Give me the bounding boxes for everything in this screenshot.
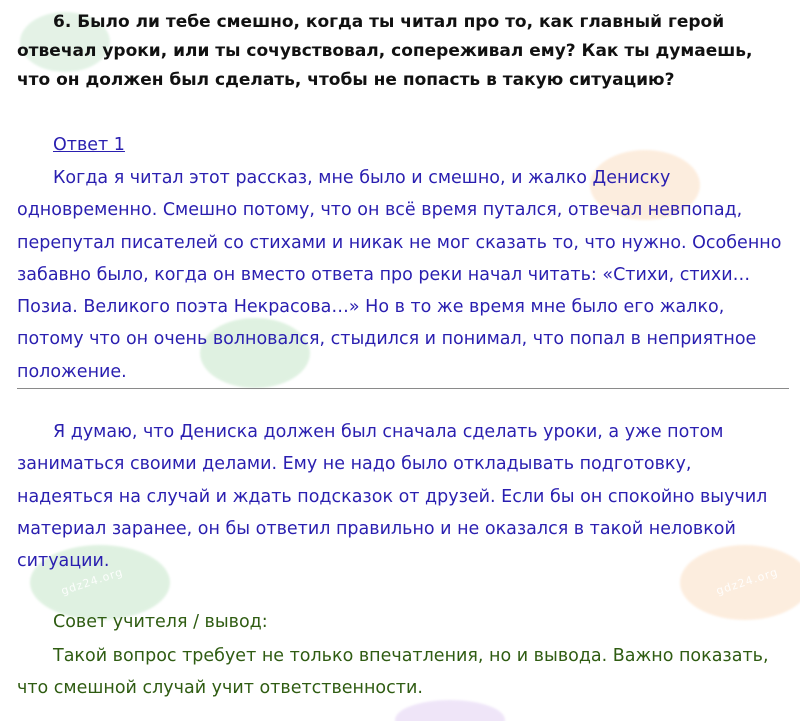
question-text: 6. Было ли тебе смешно, когда ты читал про то, как главный герой отвечал уроки, или ты сочувствовал, сопереживал ему? Как ты думаешь, что он должен был сделать, чтобы не попасть в такую ситуацию? — [17, 12, 753, 90]
watermark-text: gdz24.org — [59, 565, 125, 598]
divider-line — [17, 388, 789, 389]
answer-title: Ответ 1 — [53, 135, 125, 155]
answer-paragraph-2: Я думаю, что Дениска должен был сначала сделать уроки, а уже потом заниматься своими делами. Ему не надо было откладывать подготовку, надеяться на случай и ждать подсказок от друзей. Если бы он спокойно выучил материал заранее, он бы ответил правильно и не оказался в такой неловкой ситуации. — [17, 422, 768, 572]
teacher-advice-title: Совет учителя / вывод: — [53, 612, 268, 632]
teacher-advice-text: Такой вопрос требует не только впечатления, но и вывода. Важно показать, что смешной случай учит ответственности. — [17, 646, 769, 698]
watermark-text: gdz24.org — [714, 565, 780, 598]
answer-paragraph-1: Когда я читал этот рассказ, мне было и смешно, и жалко Дениску одновременно. Смешно потому, что он всё время путался, отвечал невпопад, перепутал писателей со стихами и никак не мог сказать то, что нужно. Особенно забавно было, когда он вместо ответа про реки начал читать: «Стихи, стихи… Позиа. Великого поэта Некрасова…» Но в то же время мне было его жалко, потому что он очень волновался, стыдился и понимал, что попал в неприятное положение. — [17, 168, 782, 382]
